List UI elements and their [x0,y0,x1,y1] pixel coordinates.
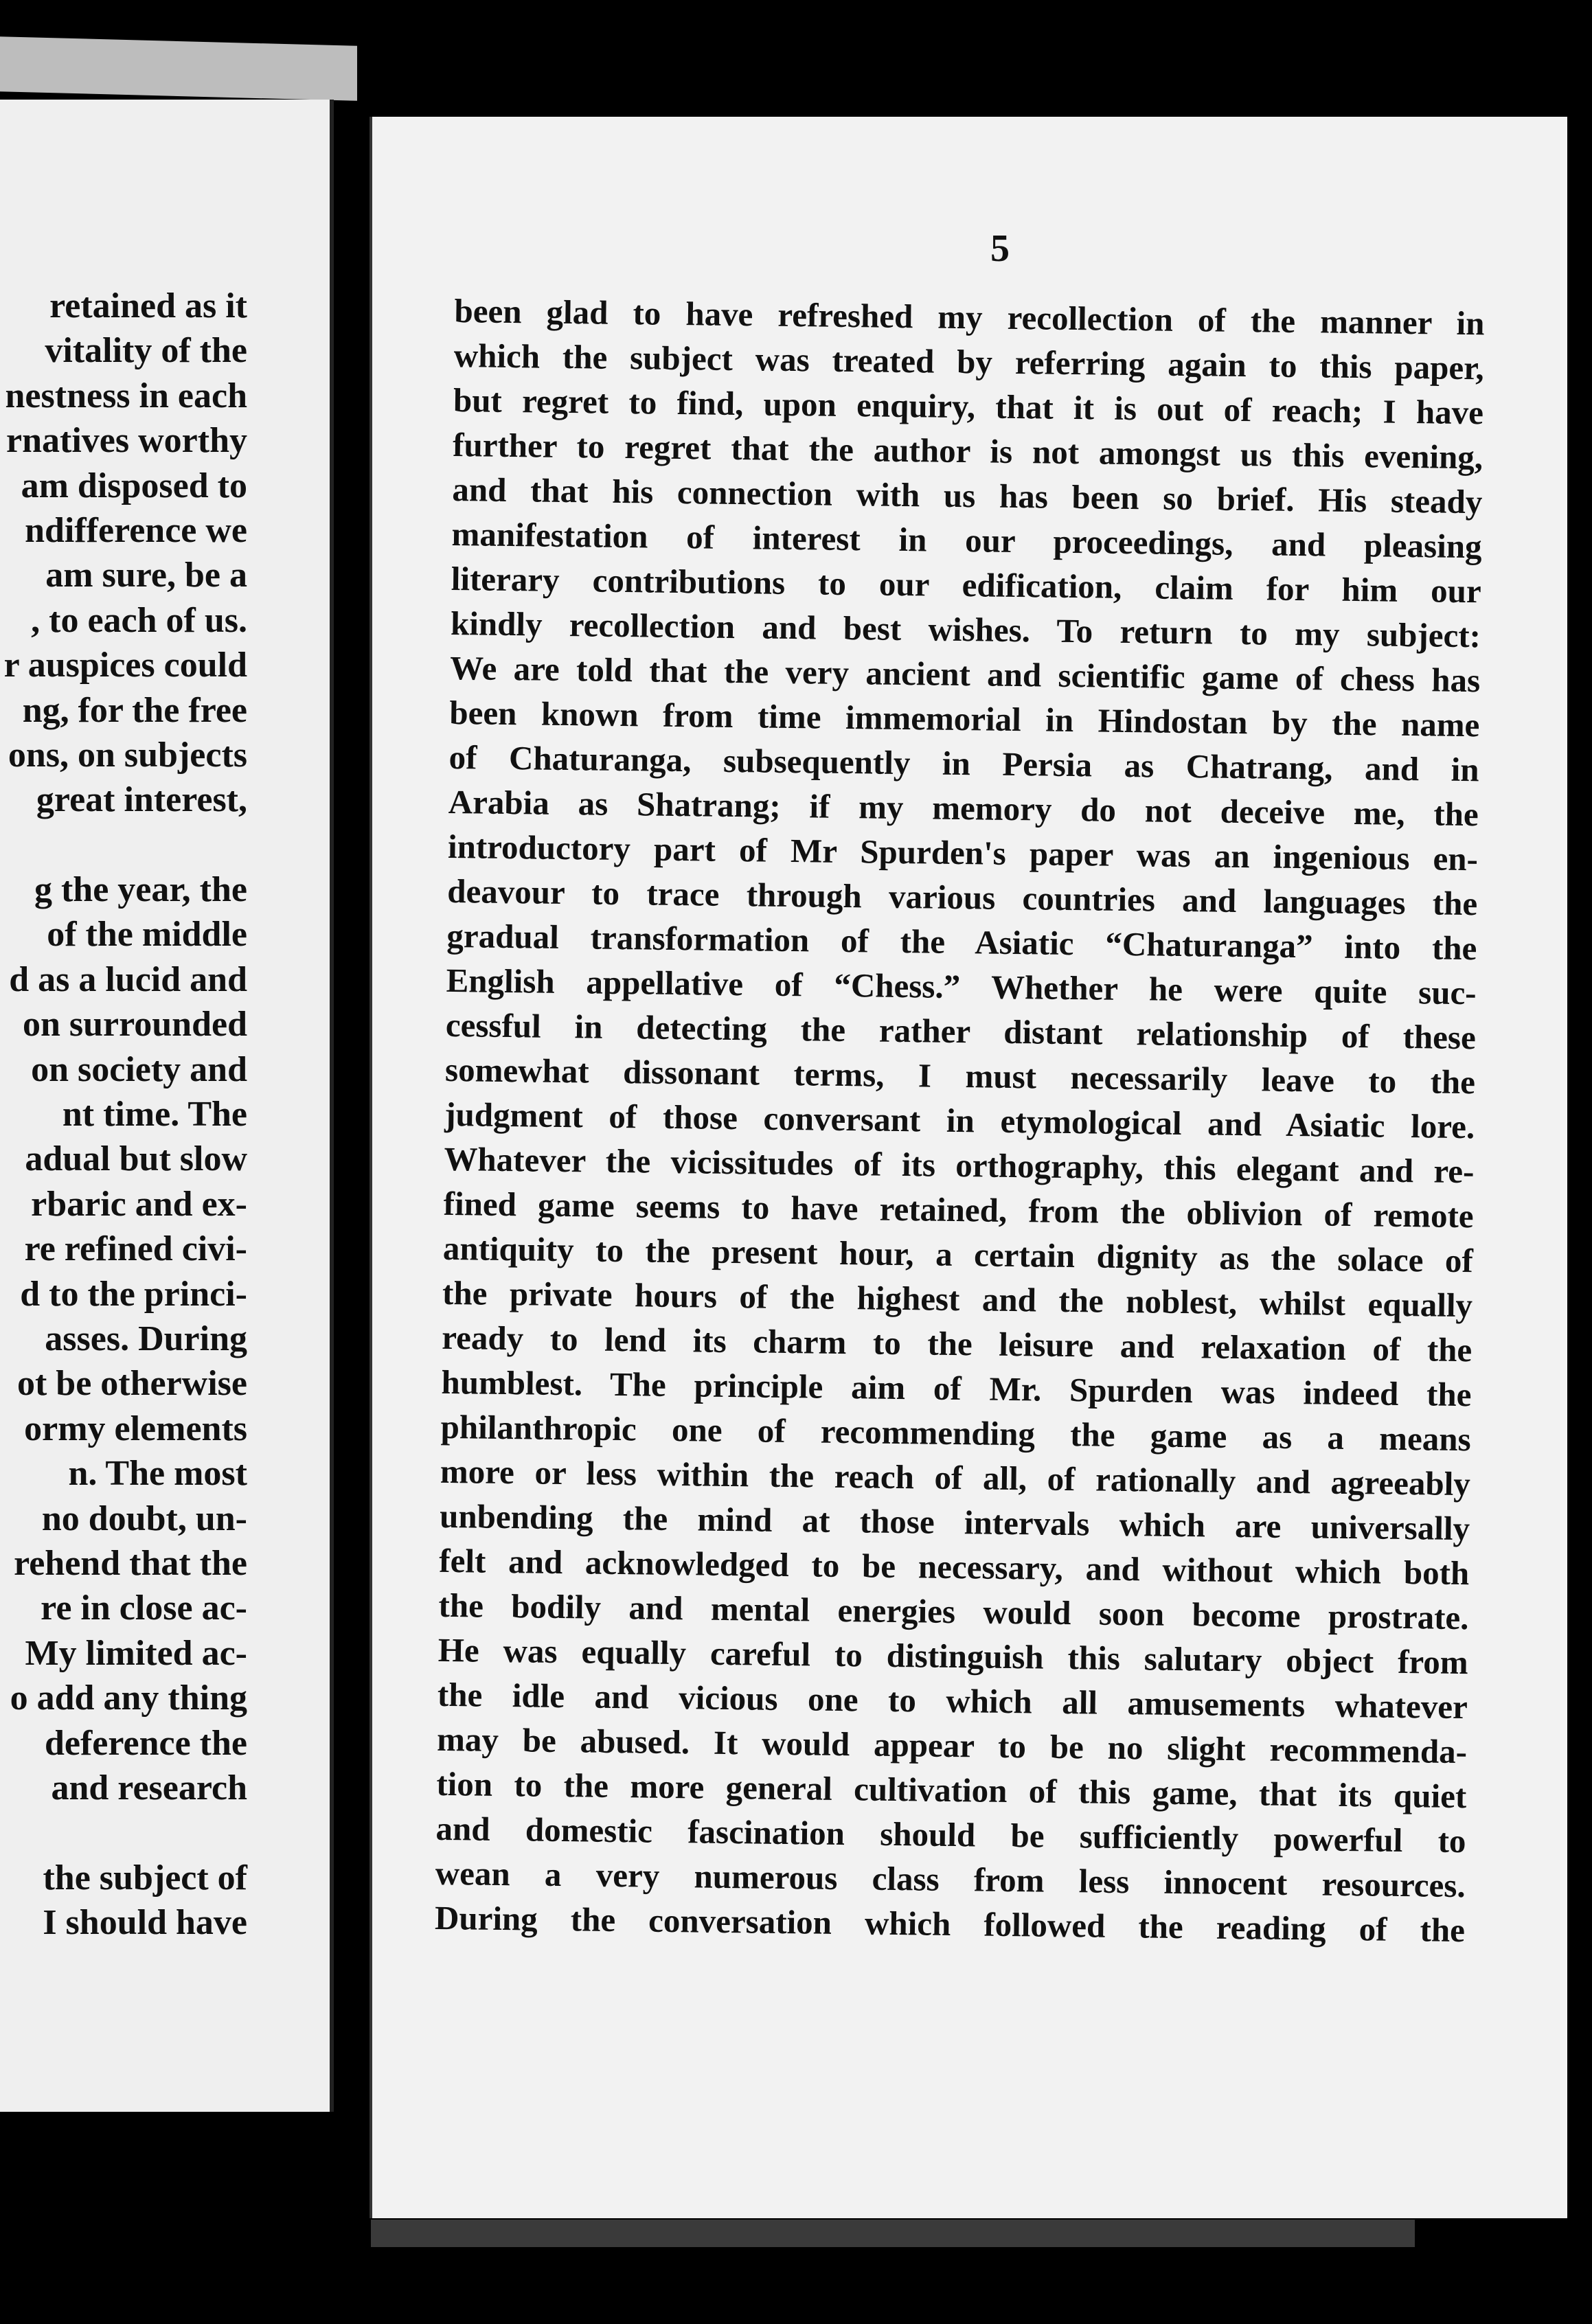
left-text-line: ons, on subjects [8,735,247,775]
text-line: introductory part of Mr Spurden's paper was an ingenious en- [447,827,1479,878]
text-line: the idle and vicious one to which all amusements whatever [437,1675,1468,1727]
left-text-line: on surrounded [22,1005,247,1045]
text-line: deavour to trace through various countries and languages the [446,872,1478,923]
right-page-text [435,288,1485,1952]
text-line: wean a very numerous class from less innocent resources. [435,1854,1466,1905]
text-line: may be abused. It would appear to be no slight recommenda- [436,1720,1468,1771]
left-text-line: adual but slow [25,1139,247,1179]
text-line: been glad to have refreshed my recollection of the manner in [454,291,1485,343]
text-line: of Chaturanga, subsequently in Persia as Chatrang, and in [448,738,1479,789]
left-text-line: ormy elements [24,1409,247,1448]
left-text-line: asses. During [45,1319,247,1358]
left-text-line: deference the [44,1723,247,1763]
left-text-line: re refined civi- [24,1229,247,1269]
left-text-line: retained as it [49,286,247,326]
text-line: more or less within the reach of all, of rationally and agreeably [440,1452,1471,1503]
left-text-line: ndifference we [25,510,247,550]
text-line: philanthropic one of recommending the game as a means [440,1407,1471,1459]
left-text-line: rbaric and ex- [31,1184,247,1224]
page-number: 5 [990,227,1010,270]
left-text-line: g the year, the [34,870,247,910]
left-text-line: re in close ac- [41,1588,247,1628]
left-page-text [0,284,247,1945]
left-text-line: nestness in each [5,376,247,415]
left-text-line: , to each of us. [31,600,247,640]
left-page [0,100,334,2112]
left-text-line: nt time. The [62,1095,247,1135]
text-line: further to regret that the author is not amongst us this evening, [452,425,1483,477]
text-line: the private hours of the highest and the noblest, whilst equally [442,1273,1473,1325]
left-text-line: My limited ac- [25,1633,247,1673]
text-line: felt and acknowledged to be necessary, and without which both [439,1541,1470,1593]
left-text-line: rehend that the [14,1543,247,1583]
left-text-line: of the middle [47,915,247,955]
text-line: Whatever the vicissitudes of its orthography, this elegant and re- [444,1139,1475,1191]
text-line: antiquity to the present hour, a certain dignity as the solace of [442,1229,1474,1280]
text-line: Arabia as Shatrang; if my memory do not deceive me, the [448,782,1479,834]
page-edge-shadow [0,36,357,101]
left-text-line: rnatives worthy [6,421,247,461]
left-text-line: and research [51,1768,247,1808]
left-text-line: on society and [31,1049,247,1089]
text-line: tion to the more general cultivation of this game, that its quiet [436,1764,1467,1816]
text-line: the bodily and mental energies would soon become prostrate. [438,1586,1469,1637]
text-line: We are told that the very ancient and scientific game of chess has [449,648,1481,700]
text-line: He was equally careful to distinguish this salutary object from [437,1630,1469,1682]
text-line: unbending the mind at those intervals which are universally [439,1496,1470,1548]
left-text-line [0,1810,247,1855]
left-text-line: d as a lucid and [9,959,247,999]
left-text-line: the subject of [43,1858,247,1898]
left-text-line: n. The most [68,1454,247,1494]
right-page [369,117,1567,2218]
text-line: humblest. The principle aim of Mr. Spurden was indeed the [441,1363,1472,1414]
left-text-line [0,823,247,867]
text-line: English appellative of “Chess.” Whether he were quite suc- [446,961,1477,1012]
left-text-line: ot be otherwise [16,1364,247,1404]
text-line: gradual transformation of the Asiatic “Chaturanga” into the [446,916,1477,968]
left-text-line: r auspices could [3,646,247,685]
text-line: judgment of those conversant in etymological and Asiatic lore. [444,1095,1475,1146]
text-line: kindly recollection and best wishes. To return to my subject: [450,604,1481,655]
text-line: somewhat dissonant terms, I must necessarily leave to the [444,1050,1476,1102]
text-line: and domestic fascination should be sufficiently powerful to [435,1809,1466,1860]
text-line: During the conversation which followed the reading of the [434,1898,1466,1950]
text-line: manifestation of interest in our proceedings, and pleasing [451,514,1482,566]
left-text-line: I should have [43,1903,247,1943]
text-line: and that his connection with us has been so brief. His steady [452,470,1483,521]
page-bottom-edge [371,2220,1415,2247]
text-line: ready to lend its charm to the leisure and relaxation of the [442,1318,1472,1369]
left-text-line: ng, for the free [22,690,247,730]
left-text-line: great interest, [36,780,247,820]
left-text-line: am disposed to [21,466,247,505]
left-text-line: vitality of the [45,331,247,371]
left-text-line: no doubt, un- [41,1499,247,1538]
text-line: literary contributions to our edification, claim for him our [451,559,1482,611]
left-text-line: am sure, be a [45,556,247,595]
text-line: but regret to find, upon enquiry, that it is out of reach; I have [453,380,1484,432]
text-line: cessful in detecting the rather distant relationship of these [445,1005,1477,1057]
text-line: which the subject was treated by referring again to this paper, [453,336,1485,387]
text-line: fined game seems to have retained, from the oblivion of remote [443,1184,1474,1235]
left-text-line: o add any thing [10,1678,247,1718]
text-line: been known from time immemorial in Hindostan by the name [449,693,1480,744]
left-text-line: d to the princi- [20,1274,247,1314]
